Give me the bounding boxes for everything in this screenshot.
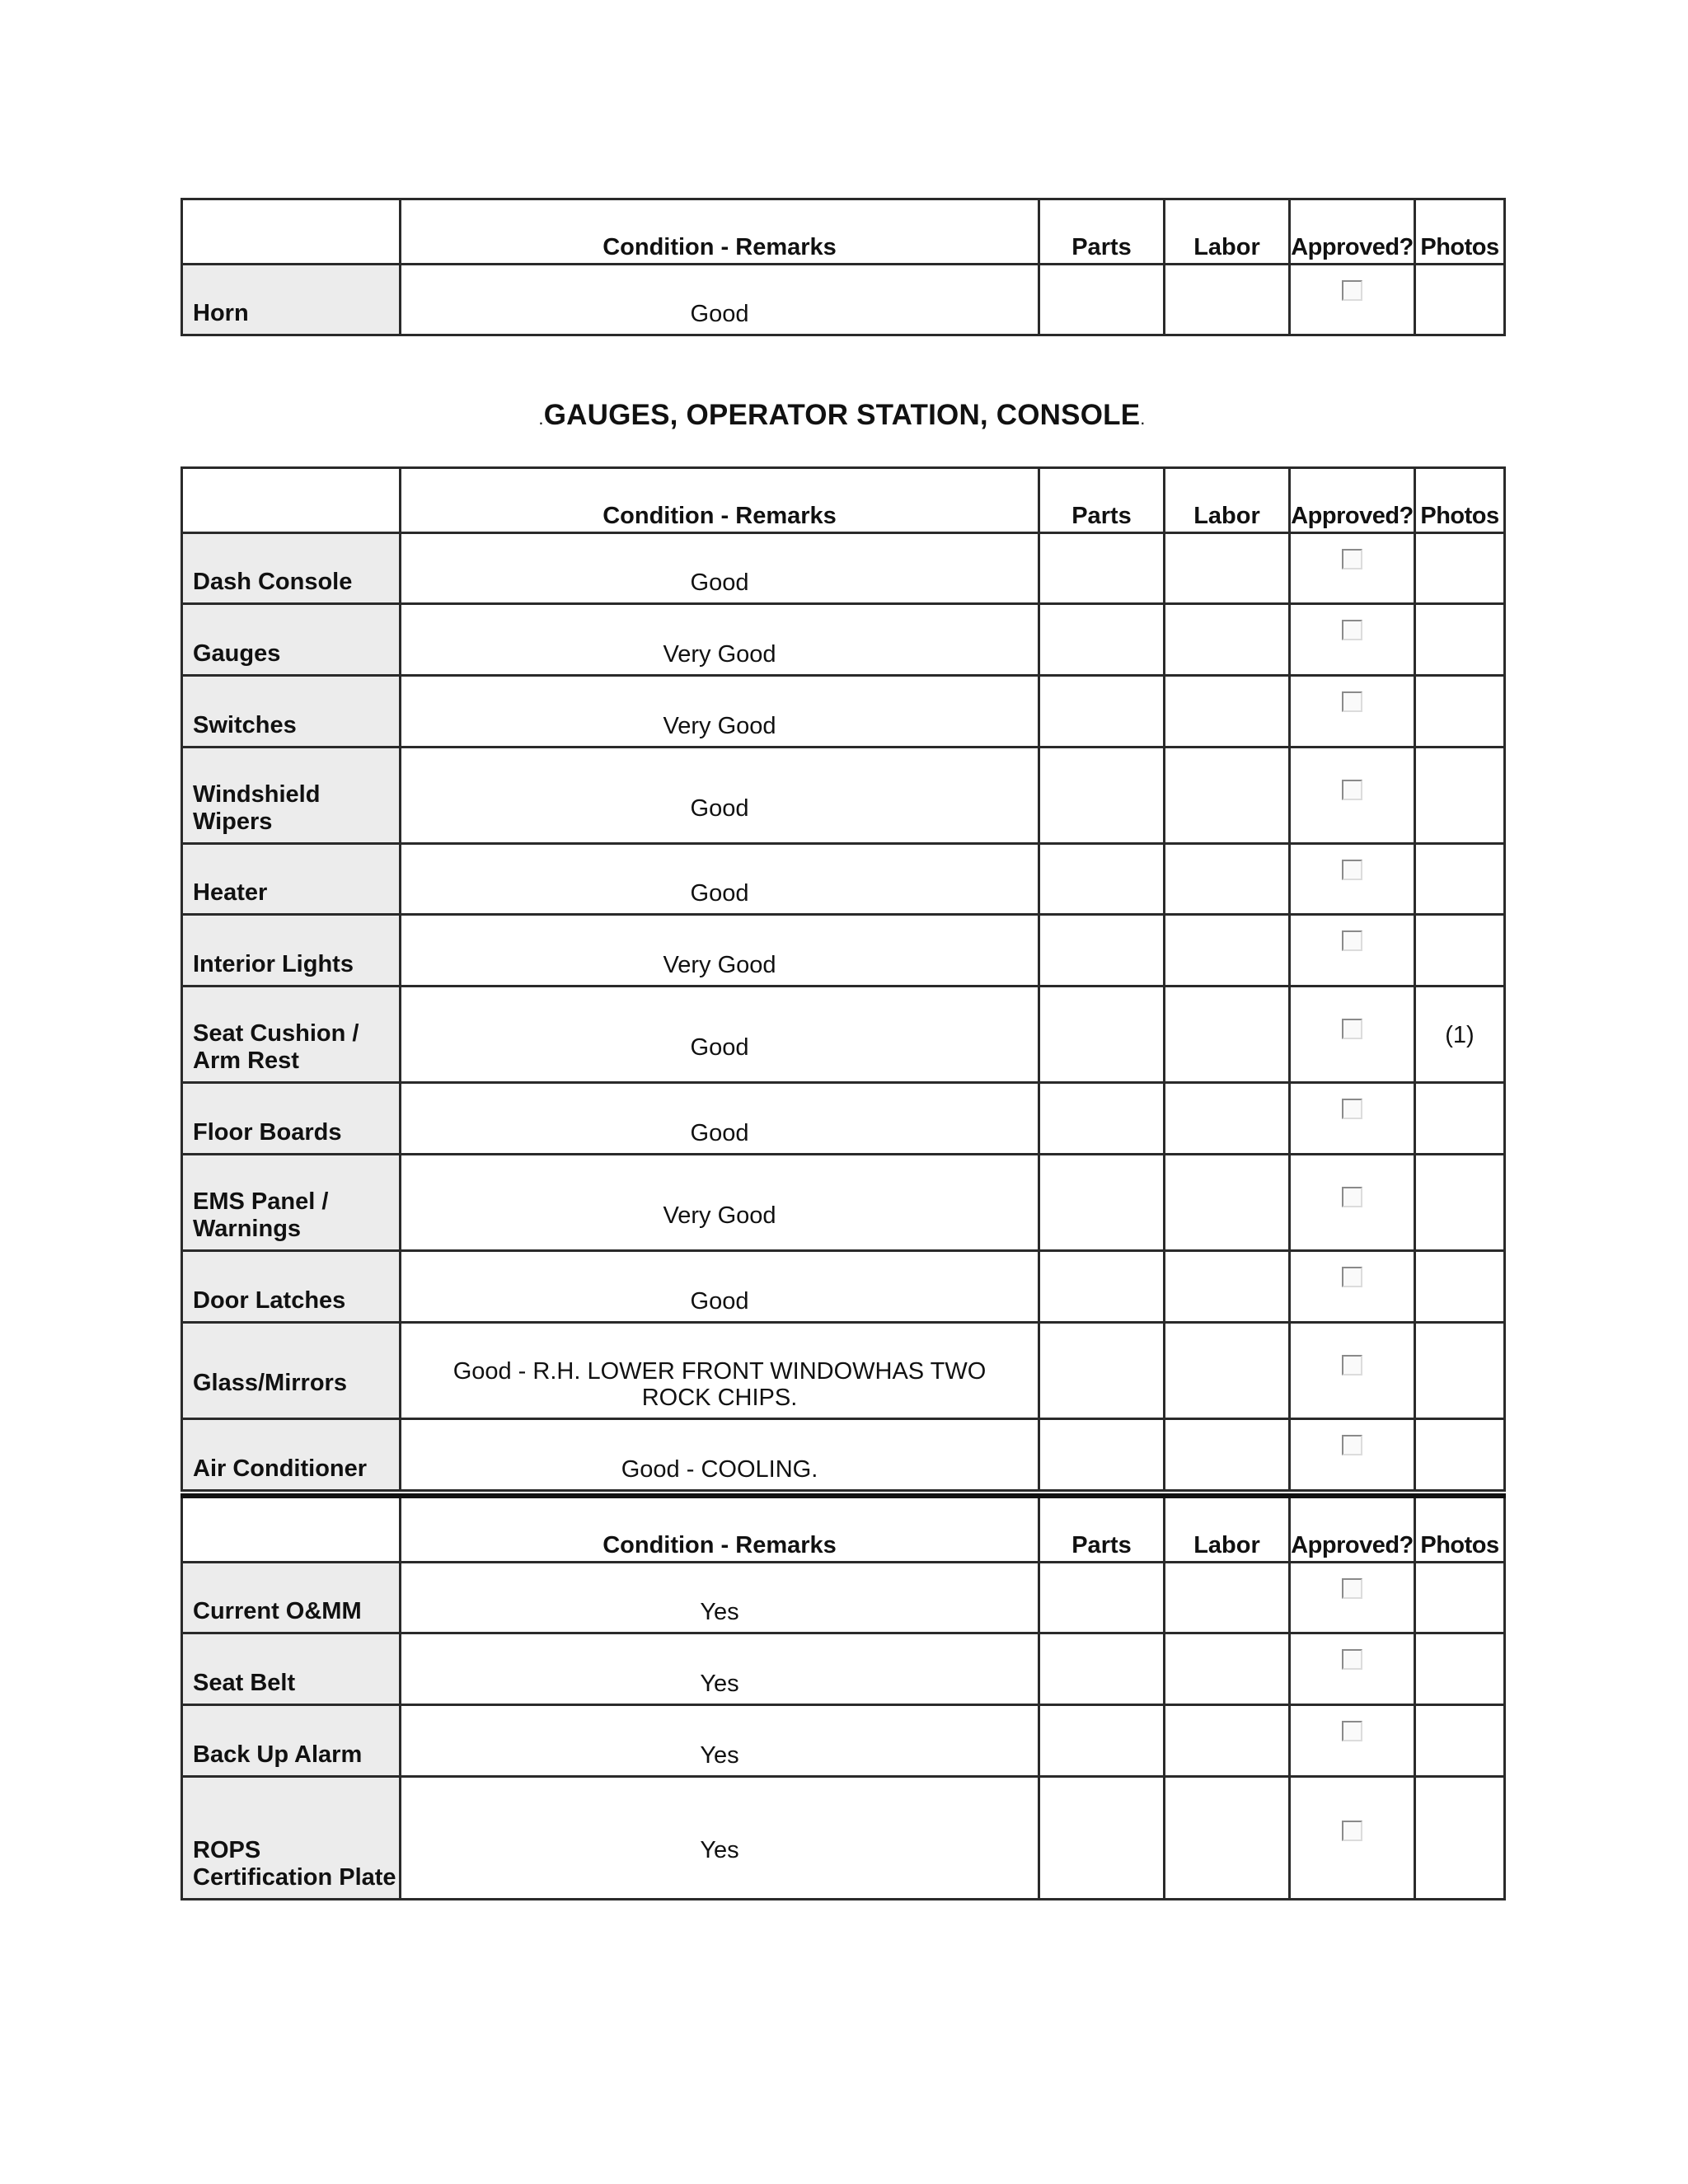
approved-checkbox[interactable]	[1342, 780, 1362, 800]
parts-cell[interactable]	[1039, 1155, 1165, 1251]
table-row	[182, 915, 1505, 987]
approved-cell	[1290, 915, 1415, 987]
labor-cell[interactable]	[1165, 1777, 1290, 1900]
condition-remarks: Yes	[401, 1563, 1039, 1633]
photos-cell	[1415, 844, 1505, 915]
title-trail-mark: .	[1140, 408, 1146, 429]
photos-cell	[1415, 1563, 1505, 1633]
approved-cell	[1290, 1155, 1415, 1251]
item-label: Windshield Wipers	[182, 748, 401, 844]
table-row	[182, 1083, 1505, 1155]
photos-cell	[1415, 1251, 1505, 1323]
header-approved: Approved?	[1290, 468, 1415, 533]
approved-cell	[1290, 1705, 1415, 1777]
approved-checkbox[interactable]	[1342, 1435, 1362, 1455]
table-row	[182, 748, 1505, 844]
condition-remarks: Yes	[401, 1633, 1039, 1705]
table-row	[182, 1633, 1505, 1705]
inspection-table-horn	[181, 198, 1506, 336]
inspection-table-gauges	[181, 466, 1506, 1492]
header-labor: Labor	[1165, 468, 1290, 533]
labor-cell[interactable]	[1165, 1705, 1290, 1777]
approved-cell	[1290, 265, 1415, 335]
condition-remarks: Very Good	[401, 1155, 1039, 1251]
photos-cell: (1)	[1415, 987, 1505, 1083]
header-photos: Photos	[1415, 199, 1505, 265]
condition-remarks: Good	[401, 265, 1039, 335]
header-blank-cell	[182, 199, 401, 265]
header-blank-cell	[182, 468, 401, 533]
approved-checkbox[interactable]	[1342, 860, 1362, 880]
item-label: Seat Cushion / Arm Rest	[182, 987, 401, 1083]
parts-cell[interactable]	[1039, 1705, 1165, 1777]
parts-cell[interactable]	[1039, 265, 1165, 335]
table-row	[182, 1705, 1505, 1777]
photos-cell	[1415, 676, 1505, 748]
condition-remarks: Very Good	[401, 676, 1039, 748]
header-condition: Condition - Remarks	[401, 1496, 1039, 1563]
labor-cell[interactable]	[1165, 533, 1290, 604]
condition-remarks: Good - R.H. LOWER FRONT WINDOWHAS TWO ROCK CHIPS.	[401, 1323, 1039, 1419]
labor-cell[interactable]	[1165, 1083, 1290, 1155]
approved-checkbox[interactable]	[1342, 1578, 1362, 1599]
labor-cell[interactable]	[1165, 1323, 1290, 1419]
approved-checkbox[interactable]	[1342, 1019, 1362, 1039]
photos-cell	[1415, 604, 1505, 676]
table-header-row	[182, 468, 1505, 533]
approved-cell	[1290, 1083, 1415, 1155]
labor-cell[interactable]	[1165, 1251, 1290, 1323]
parts-cell[interactable]	[1039, 1633, 1165, 1705]
title-lead-mark: .	[538, 408, 544, 429]
table-row	[182, 1323, 1505, 1419]
header-photos: Photos	[1415, 468, 1505, 533]
approved-checkbox[interactable]	[1342, 280, 1362, 301]
condition-remarks: Good	[401, 533, 1039, 604]
table-row	[182, 265, 1505, 335]
table-header-row	[182, 1496, 1505, 1563]
photos-cell	[1415, 1323, 1505, 1419]
labor-cell[interactable]	[1165, 676, 1290, 748]
labor-cell[interactable]	[1165, 915, 1290, 987]
labor-cell[interactable]	[1165, 748, 1290, 844]
header-parts: Parts	[1039, 199, 1165, 265]
condition-remarks: Yes	[401, 1777, 1039, 1900]
approved-cell	[1290, 676, 1415, 748]
parts-cell[interactable]	[1039, 1777, 1165, 1900]
parts-cell[interactable]	[1039, 533, 1165, 604]
approved-checkbox[interactable]	[1342, 1267, 1362, 1287]
parts-cell[interactable]	[1039, 604, 1165, 676]
header-condition: Condition - Remarks	[401, 199, 1039, 265]
labor-cell[interactable]	[1165, 987, 1290, 1083]
photos-cell	[1415, 265, 1505, 335]
condition-remarks: Very Good	[401, 915, 1039, 987]
parts-cell[interactable]	[1039, 1251, 1165, 1323]
photos-cell	[1415, 533, 1505, 604]
condition-remarks: Good	[401, 844, 1039, 915]
approved-cell	[1290, 844, 1415, 915]
condition-remarks: Good	[401, 1083, 1039, 1155]
table-row	[182, 1155, 1505, 1251]
table-row	[182, 1563, 1505, 1633]
parts-cell[interactable]	[1039, 748, 1165, 844]
parts-cell[interactable]	[1039, 1563, 1165, 1633]
approved-cell	[1290, 987, 1415, 1083]
item-label: Seat Belt	[182, 1633, 401, 1705]
photos-cell	[1415, 915, 1505, 987]
table-row	[182, 1251, 1505, 1323]
section-title	[181, 399, 1503, 432]
table-header-row	[182, 199, 1505, 265]
approved-checkbox[interactable]	[1342, 930, 1362, 951]
parts-cell[interactable]	[1039, 1419, 1165, 1491]
photos-cell	[1415, 1083, 1505, 1155]
item-label: ROPS Certification Plate	[182, 1777, 401, 1900]
item-label: Gauges	[182, 604, 401, 676]
condition-remarks: Very Good	[401, 604, 1039, 676]
condition-remarks: Good	[401, 1251, 1039, 1323]
item-label: Floor Boards	[182, 1083, 401, 1155]
item-label: Air Conditioner	[182, 1419, 401, 1491]
approved-cell	[1290, 1251, 1415, 1323]
item-label: Dash Console	[182, 533, 401, 604]
item-label: Horn	[182, 265, 401, 335]
item-label: Back Up Alarm	[182, 1705, 401, 1777]
table-row	[182, 987, 1505, 1083]
item-label: Door Latches	[182, 1251, 401, 1323]
labor-cell[interactable]	[1165, 1419, 1290, 1491]
labor-cell[interactable]	[1165, 1633, 1290, 1705]
approved-checkbox[interactable]	[1342, 1355, 1362, 1376]
approved-cell	[1290, 533, 1415, 604]
approved-checkbox[interactable]	[1342, 549, 1362, 569]
approved-checkbox[interactable]	[1342, 620, 1362, 640]
approved-cell	[1290, 1323, 1415, 1419]
item-label: Glass/Mirrors	[182, 1323, 401, 1419]
photos-cell	[1415, 748, 1505, 844]
item-label: Current O&MM	[182, 1563, 401, 1633]
approved-cell	[1290, 1633, 1415, 1705]
approved-checkbox[interactable]	[1342, 1721, 1362, 1741]
table-row	[182, 844, 1505, 915]
item-label: Switches	[182, 676, 401, 748]
table-row	[182, 1777, 1505, 1900]
table-row	[182, 604, 1505, 676]
parts-cell[interactable]	[1039, 676, 1165, 748]
labor-cell[interactable]	[1165, 844, 1290, 915]
header-approved: Approved?	[1290, 1496, 1415, 1563]
photos-cell	[1415, 1705, 1505, 1777]
approved-cell	[1290, 604, 1415, 676]
parts-cell[interactable]	[1039, 1323, 1165, 1419]
condition-remarks: Good	[401, 987, 1039, 1083]
condition-remarks: Good - COOLING.	[401, 1419, 1039, 1491]
labor-cell[interactable]	[1165, 1155, 1290, 1251]
table-row	[182, 1419, 1505, 1491]
photos-cell	[1415, 1633, 1505, 1705]
header-parts: Parts	[1039, 1496, 1165, 1563]
labor-cell[interactable]	[1165, 265, 1290, 335]
header-photos: Photos	[1415, 1496, 1505, 1563]
approved-cell	[1290, 748, 1415, 844]
section-title-text: GAUGES, OPERATOR STATION, CONSOLE	[543, 399, 1141, 431]
labor-cell[interactable]	[1165, 604, 1290, 676]
approved-checkbox[interactable]	[1342, 1821, 1362, 1841]
approved-cell	[1290, 1563, 1415, 1633]
approved-checkbox[interactable]	[1342, 1649, 1362, 1670]
approved-checkbox[interactable]	[1342, 1099, 1362, 1119]
table-row	[182, 533, 1505, 604]
table-row	[182, 676, 1505, 748]
condition-remarks: Yes	[401, 1705, 1039, 1777]
approved-checkbox[interactable]	[1342, 1187, 1362, 1207]
header-labor: Labor	[1165, 1496, 1290, 1563]
condition-remarks: Good	[401, 748, 1039, 844]
item-label: Interior Lights	[182, 915, 401, 987]
approved-cell	[1290, 1777, 1415, 1900]
parts-cell[interactable]	[1039, 915, 1165, 987]
header-parts: Parts	[1039, 468, 1165, 533]
parts-cell[interactable]	[1039, 987, 1165, 1083]
header-blank-cell	[182, 1496, 401, 1563]
approved-checkbox[interactable]	[1342, 691, 1362, 712]
header-approved: Approved?	[1290, 199, 1415, 265]
labor-cell[interactable]	[1165, 1563, 1290, 1633]
header-labor: Labor	[1165, 199, 1290, 265]
parts-cell[interactable]	[1039, 844, 1165, 915]
photos-cell	[1415, 1155, 1505, 1251]
item-label: Heater	[182, 844, 401, 915]
approved-cell	[1290, 1419, 1415, 1491]
item-label: EMS Panel / Warnings	[182, 1155, 401, 1251]
photos-cell	[1415, 1419, 1505, 1491]
header-condition: Condition - Remarks	[401, 468, 1039, 533]
parts-cell[interactable]	[1039, 1083, 1165, 1155]
photos-cell	[1415, 1777, 1505, 1900]
inspection-table-safety	[181, 1493, 1506, 1900]
